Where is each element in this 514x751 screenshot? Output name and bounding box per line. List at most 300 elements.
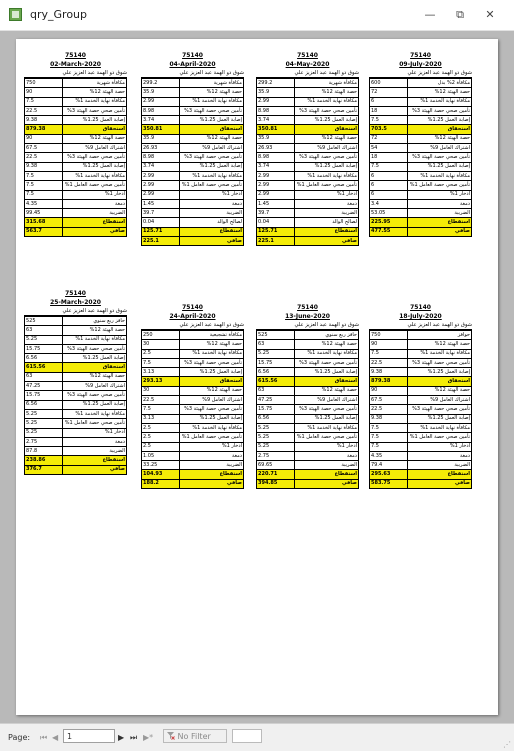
- table-row: [257, 97, 359, 106]
- employee-name: شوق ذو الهمة عبد العزيز علي: [141, 321, 244, 330]
- amount-cell: 72: [370, 88, 408, 97]
- amount-cell: 39.7: [257, 209, 295, 218]
- payslip-id: 75140: [297, 52, 318, 59]
- amount-cell: 2.5: [142, 423, 180, 432]
- amount-cell: 35.9: [257, 134, 295, 143]
- table-row: [142, 116, 244, 125]
- table-row: [370, 451, 472, 460]
- table-row: [25, 106, 127, 115]
- table-row: [142, 106, 244, 115]
- new-record-button[interactable]: ▶*: [143, 733, 154, 742]
- payslip-id: 75140: [410, 304, 431, 311]
- amount-cell: 47.25: [257, 396, 295, 405]
- amount-cell: 63: [257, 386, 295, 395]
- amount-cell: 5.25: [257, 349, 295, 358]
- item-label-cell: استقطاع: [407, 470, 471, 479]
- table-row: [257, 349, 359, 358]
- table-row: [25, 125, 127, 134]
- item-label-cell: استقطاع: [407, 218, 471, 227]
- amount-cell: 3.13: [142, 368, 180, 377]
- item-label-cell: حصة الهيئة 12%: [179, 88, 243, 97]
- table-row: [257, 433, 359, 442]
- table-row: [370, 405, 472, 414]
- item-label-cell: استقطاع: [179, 470, 243, 479]
- table-row: [257, 470, 359, 479]
- table-row: [142, 368, 244, 377]
- amount-cell: 22.5: [25, 106, 63, 115]
- item-label-cell: حصة الهيئة 12%: [294, 88, 358, 97]
- amount-cell: 67.5: [25, 144, 63, 153]
- item-label-cell: إصابة العمل 1.25%: [294, 162, 358, 171]
- item-label-cell: دمغة: [294, 199, 358, 208]
- amount-cell: 1.05: [142, 451, 180, 460]
- item-label-cell: تأمين صحي حصة الهيئة 3%: [62, 153, 126, 162]
- amount-cell: 350.81: [257, 125, 295, 134]
- amount-cell: 0.04: [142, 218, 180, 227]
- table-row: [25, 181, 127, 190]
- payslip-table: [369, 330, 472, 489]
- item-label-cell: مكافأة نهاية الخدمة 1%: [407, 97, 471, 106]
- item-label-cell: مكافأة 2% بدل: [407, 79, 471, 88]
- table-row: [257, 134, 359, 143]
- item-label-cell: حوافز: [407, 331, 471, 340]
- table-row: [370, 153, 472, 162]
- table-row: [25, 227, 127, 236]
- payslip-date: 02-March-2020: [50, 61, 101, 68]
- item-label-cell: صافي: [407, 479, 471, 488]
- amount-cell: 15.75: [25, 344, 63, 353]
- table-row: [370, 209, 472, 218]
- item-label-cell: استحقاق: [62, 125, 126, 134]
- table-row: [257, 377, 359, 386]
- item-label-cell: مكافأة نهاية الخدمة 1%: [179, 171, 243, 180]
- table-row: [25, 326, 127, 335]
- last-page-button[interactable]: ⏭: [130, 733, 138, 742]
- table-row: [25, 218, 127, 227]
- table-row: [257, 461, 359, 470]
- amount-cell: 6: [370, 171, 408, 180]
- amount-cell: 2.99: [257, 97, 295, 106]
- amount-cell: 5.25: [25, 335, 63, 344]
- item-label-cell: حصة الهيئة 12%: [407, 386, 471, 395]
- table-row: [370, 377, 472, 386]
- item-label-cell: مكافأة نهاية الخدمة 1%: [294, 97, 358, 106]
- table-row: [257, 386, 359, 395]
- amount-cell: 63: [25, 372, 63, 381]
- item-label-cell: استحقاق: [294, 125, 358, 134]
- amount-cell: 1.45: [257, 199, 295, 208]
- amount-cell: 6: [370, 97, 408, 106]
- table-row: [370, 116, 472, 125]
- filter-label: No Filter: [177, 732, 211, 741]
- table-row: [25, 344, 127, 353]
- table-row: [370, 386, 472, 395]
- amount-cell: 2.99: [142, 190, 180, 199]
- amount-cell: 6: [370, 181, 408, 190]
- table-row: [25, 363, 127, 372]
- amount-cell: 26.93: [142, 144, 180, 153]
- table-row: [142, 227, 244, 236]
- amount-cell: 6.56: [25, 354, 63, 363]
- item-label-cell: مكافأة نهاية الخدمة 1%: [407, 423, 471, 432]
- table-row: [142, 79, 244, 88]
- item-label-cell: حصة الهيئة 12%: [407, 134, 471, 143]
- amount-cell: 2.75: [25, 437, 63, 446]
- item-label-cell: مكافأة نهاية الخدمة 1%: [294, 349, 358, 358]
- amount-cell: 90: [370, 340, 408, 349]
- table-row: [370, 349, 472, 358]
- amount-cell: 33.25: [142, 461, 180, 470]
- amount-cell: 6.56: [257, 414, 295, 423]
- table-row: [370, 144, 472, 153]
- table-row: [142, 162, 244, 171]
- amount-cell: 79.4: [370, 461, 408, 470]
- table-row: [142, 88, 244, 97]
- payslip: [141, 303, 244, 489]
- amount-cell: 2.5: [142, 433, 180, 442]
- amount-cell: 2.99: [142, 181, 180, 190]
- amount-cell: 18: [370, 106, 408, 115]
- payslip: [24, 289, 127, 475]
- amount-cell: 8.98: [257, 106, 295, 115]
- table-row: [142, 386, 244, 395]
- payslip-id: 75140: [410, 52, 431, 59]
- item-label-cell: تأمين صحي حصة الهيئة 3%: [294, 153, 358, 162]
- title-bar: [0, 0, 514, 31]
- amount-cell: 394.85: [257, 479, 295, 488]
- payslip: [256, 303, 359, 489]
- amount-cell: 2.99: [257, 181, 295, 190]
- table-row: [142, 218, 244, 227]
- amount-cell: 15.75: [25, 391, 63, 400]
- table-row: [257, 218, 359, 227]
- item-label-cell: لصالح الوالد: [179, 218, 243, 227]
- table-row: [370, 162, 472, 171]
- table-row: [25, 190, 127, 199]
- table-row: [142, 181, 244, 190]
- payslip-date: 24-April-2020: [169, 313, 216, 320]
- item-label-cell: الضريبة: [407, 461, 471, 470]
- amount-cell: 125.71: [142, 227, 180, 236]
- item-label-cell: مكافأة نهاية الخدمة 1%: [294, 423, 358, 432]
- amount-cell: 750: [370, 331, 408, 340]
- amount-cell: 8.98: [142, 106, 180, 115]
- employee-name: شوق ذو الهمة عبد العزيز علي: [256, 69, 359, 78]
- search-input[interactable]: [232, 729, 262, 743]
- item-label-cell: اشتراك العامل 9%: [294, 144, 358, 153]
- table-row: [370, 171, 472, 180]
- amount-cell: 5.25: [257, 423, 295, 432]
- item-label-cell: دمغة: [407, 199, 471, 208]
- payslip-table: [141, 78, 244, 246]
- amount-cell: 4.35: [370, 451, 408, 460]
- item-label-cell: اشتراك العامل 9%: [179, 144, 243, 153]
- table-row: [25, 97, 127, 106]
- amount-cell: 35.9: [142, 88, 180, 97]
- item-label-cell: حصة الهيئة 12%: [62, 326, 126, 335]
- amount-cell: 3.74: [257, 162, 295, 171]
- table-row: [142, 349, 244, 358]
- employee-name: شوق ذو الهمة عبد العزيز علي: [369, 69, 472, 78]
- close-button[interactable]: ✕: [485, 8, 495, 21]
- item-label-cell: اشتراك العامل 9%: [294, 396, 358, 405]
- table-row: [370, 181, 472, 190]
- payslip-id: 75140: [182, 52, 203, 59]
- item-label-cell: حصة الهيئة 12%: [407, 340, 471, 349]
- resize-grip-icon[interactable]: ⋰: [503, 740, 511, 749]
- table-row: [370, 368, 472, 377]
- amount-cell: 30: [142, 386, 180, 395]
- item-label-cell: تأمين صحي حصة الهيئة 3%: [62, 344, 126, 353]
- report-icon: [9, 8, 22, 21]
- table-row: [25, 209, 127, 218]
- table-row: [142, 423, 244, 432]
- amount-cell: 5.25: [257, 433, 295, 442]
- amount-cell: 54: [370, 144, 408, 153]
- table-row: [370, 218, 472, 227]
- amount-cell: 7.5: [370, 442, 408, 451]
- table-row: [25, 144, 127, 153]
- item-label-cell: إصابة العمل 1.25%: [294, 414, 358, 423]
- item-label-cell: صافي: [62, 465, 126, 474]
- item-label-cell: حصة الهيئة 12%: [179, 386, 243, 395]
- item-label-cell: حصة الهيئة 12%: [294, 134, 358, 143]
- table-row: [257, 396, 359, 405]
- table-row: [370, 358, 472, 367]
- payslip-table: [256, 330, 359, 489]
- table-row: [257, 227, 359, 236]
- item-label-cell: استقطاع: [179, 227, 243, 236]
- amount-cell: 39.7: [142, 209, 180, 218]
- item-label-cell: استحقاق: [179, 377, 243, 386]
- item-label-cell: إصابة العمل 1.25%: [179, 116, 243, 125]
- table-row: [25, 428, 127, 437]
- amount-cell: 5.25: [25, 428, 63, 437]
- table-row: [142, 171, 244, 180]
- table-row: [142, 358, 244, 367]
- item-label-cell: ادخار 1%: [294, 442, 358, 451]
- employee-name: شوق ذو الهمة عبد العزيز علي: [24, 307, 127, 316]
- item-label-cell: إصابة العمل 1.25%: [407, 414, 471, 423]
- item-label-cell: تأمين صحي حصة العامل 1%: [294, 181, 358, 190]
- table-row: [257, 116, 359, 125]
- table-row: [142, 190, 244, 199]
- item-label-cell: تأمين صحي حصة العامل 1%: [62, 181, 126, 190]
- table-row: [370, 461, 472, 470]
- amount-cell: 6.56: [25, 400, 63, 409]
- amount-cell: 3.4: [370, 199, 408, 208]
- item-label-cell: دمغة: [62, 199, 126, 208]
- item-label-cell: حصة الهيئة 12%: [62, 134, 126, 143]
- amount-cell: 53.05: [370, 209, 408, 218]
- employee-name: شوق ذو الهمة عبد العزيز علي: [369, 321, 472, 330]
- item-label-cell: اشتراك العامل 9%: [62, 144, 126, 153]
- payslip-id: 75140: [65, 52, 86, 59]
- amount-cell: 225.1: [257, 237, 295, 246]
- item-label-cell: اشتراك العامل 9%: [62, 382, 126, 391]
- item-label-cell: مكافأة نهاية الخدمة 1%: [62, 97, 126, 106]
- table-row: [25, 419, 127, 428]
- item-label-cell: إصابة العمل 1.25%: [179, 162, 243, 171]
- first-page-button[interactable]: ⏮: [40, 733, 48, 742]
- minimize-button[interactable]: —: [424, 8, 436, 21]
- item-label-cell: ادخار 1%: [407, 442, 471, 451]
- item-label-cell: تأمين صحي حصة العامل 1%: [407, 181, 471, 190]
- payslip: [369, 303, 472, 489]
- amount-cell: 5.25: [257, 442, 295, 451]
- next-page-button[interactable]: ▶: [118, 733, 125, 742]
- item-label-cell: تأمين صحي حصة العامل 1%: [407, 433, 471, 442]
- report-preview-area[interactable]: [0, 31, 514, 723]
- payslip: [369, 51, 472, 237]
- table-row: [370, 331, 472, 340]
- restore-button[interactable]: ⧉: [456, 8, 464, 21]
- item-label-cell: الضريبة: [294, 209, 358, 218]
- amount-cell: 69.65: [257, 461, 295, 470]
- employee-name: شوق ذو الهمة عبد العزيز علي: [256, 321, 359, 330]
- table-row: [370, 88, 472, 97]
- amount-cell: 7.5: [142, 358, 180, 367]
- table-row: [257, 358, 359, 367]
- item-label-cell: حصة الهيئة 12%: [407, 88, 471, 97]
- table-row: [142, 199, 244, 208]
- item-label-cell: الضريبة: [179, 209, 243, 218]
- item-label-cell: لصالح الوالد: [294, 218, 358, 227]
- table-row: [257, 199, 359, 208]
- amount-cell: 2.99: [257, 190, 295, 199]
- amount-cell: 879.38: [25, 125, 63, 134]
- item-label-cell: صافي: [179, 479, 243, 488]
- item-label-cell: دمغة: [179, 199, 243, 208]
- table-row: [25, 382, 127, 391]
- amount-cell: 15.75: [257, 358, 295, 367]
- amount-cell: 8.98: [257, 153, 295, 162]
- amount-cell: 188.2: [142, 479, 180, 488]
- table-row: [257, 479, 359, 488]
- table-row: [25, 134, 127, 143]
- amount-cell: 7.5: [370, 423, 408, 432]
- payslip-date: 13-June-2020: [285, 313, 330, 320]
- item-label-cell: إصابة العمل 1.25%: [62, 400, 126, 409]
- amount-cell: 7.5: [142, 405, 180, 414]
- amount-cell: 525: [25, 317, 63, 326]
- item-label-cell: تأمين صحي حصة الهيئة 3%: [294, 106, 358, 115]
- table-row: [142, 414, 244, 423]
- item-label-cell: اشتراك العامل 9%: [407, 396, 471, 405]
- table-row: [370, 433, 472, 442]
- item-label-cell: إصابة العمل 1.25%: [62, 116, 126, 125]
- table-row: [257, 190, 359, 199]
- table-row: [370, 227, 472, 236]
- item-label-cell: مكافأة نهاية الخدمة 1%: [62, 335, 126, 344]
- item-label-cell: استقطاع: [62, 456, 126, 465]
- amount-cell: 376.7: [25, 465, 63, 474]
- report-page: [16, 39, 498, 715]
- filter-indicator[interactable]: [163, 729, 227, 743]
- table-row: [370, 190, 472, 199]
- payslip-date: 04-May-2020: [285, 61, 330, 68]
- table-row: [25, 162, 127, 171]
- table-row: [25, 88, 127, 97]
- item-label-cell: الضريبة: [62, 209, 126, 218]
- item-label-cell: تأمين صحي حصة الهيئة 3%: [179, 153, 243, 162]
- item-label-cell: إصابة العمل 1.25%: [179, 368, 243, 377]
- item-label-cell: ادخار 1%: [407, 190, 471, 199]
- table-row: [25, 400, 127, 409]
- amount-cell: 5.25: [25, 409, 63, 418]
- table-row: [370, 442, 472, 451]
- table-row: [257, 181, 359, 190]
- table-row: [25, 456, 127, 465]
- amount-cell: 30: [142, 340, 180, 349]
- item-label-cell: تأمين صحي حصة الهيئة 3%: [179, 405, 243, 414]
- amount-cell: 0.04: [257, 218, 295, 227]
- item-label-cell: مكافأة شهرية: [62, 79, 126, 88]
- page-number-input[interactable]: 1: [63, 729, 115, 743]
- amount-cell: 72: [370, 134, 408, 143]
- payslip-table: [24, 316, 127, 475]
- amount-cell: 8.98: [142, 153, 180, 162]
- item-label-cell: دمغة: [62, 437, 126, 446]
- payslip-table: [369, 78, 472, 237]
- item-label-cell: ادخار 1%: [294, 190, 358, 199]
- amount-cell: 477.55: [370, 227, 408, 236]
- amount-cell: 238.86: [25, 456, 63, 465]
- table-row: [257, 153, 359, 162]
- table-row: [142, 442, 244, 451]
- table-row: [370, 479, 472, 488]
- previous-page-button[interactable]: ◀: [52, 733, 59, 742]
- item-label-cell: إصابة العمل 1.25%: [294, 368, 358, 377]
- amount-cell: 35.9: [142, 134, 180, 143]
- table-row: [370, 423, 472, 432]
- item-label-cell: صافي: [407, 227, 471, 236]
- item-label-cell: تأمين صحي حصة الهيئة 3%: [294, 405, 358, 414]
- table-row: [142, 396, 244, 405]
- item-label-cell: تأمين صحي حصة الهيئة 3%: [407, 358, 471, 367]
- item-label-cell: حصة الهيئة 12%: [179, 340, 243, 349]
- amount-cell: 7.5: [25, 97, 63, 106]
- table-row: [25, 437, 127, 446]
- amount-cell: 35.9: [257, 88, 295, 97]
- table-row: [25, 354, 127, 363]
- amount-cell: 87.8: [25, 447, 63, 456]
- amount-cell: 220.71: [257, 470, 295, 479]
- table-row: [25, 171, 127, 180]
- item-label-cell: تأمين صحي حصة العامل 1%: [62, 419, 126, 428]
- table-row: [142, 433, 244, 442]
- item-label-cell: مكافأة نهاية الخدمة 1%: [179, 349, 243, 358]
- amount-cell: 600: [370, 79, 408, 88]
- payslip-date: 09-July-2020: [399, 61, 442, 68]
- item-label-cell: ادخار 1%: [62, 190, 126, 199]
- amount-cell: 22.5: [142, 396, 180, 405]
- table-row: [142, 144, 244, 153]
- amount-cell: 5.25: [25, 419, 63, 428]
- table-row: [25, 153, 127, 162]
- amount-cell: 2.5: [142, 442, 180, 451]
- table-row: [257, 209, 359, 218]
- amount-cell: 7.5: [25, 171, 63, 180]
- amount-cell: 7.5: [370, 349, 408, 358]
- item-label-cell: مكافأة نهاية الخدمة 1%: [62, 171, 126, 180]
- table-row: [142, 125, 244, 134]
- item-label-cell: إصابة العمل 1.25%: [62, 162, 126, 171]
- table-row: [25, 199, 127, 208]
- amount-cell: 583.75: [370, 479, 408, 488]
- table-row: [25, 372, 127, 381]
- amount-cell: 750: [25, 79, 63, 88]
